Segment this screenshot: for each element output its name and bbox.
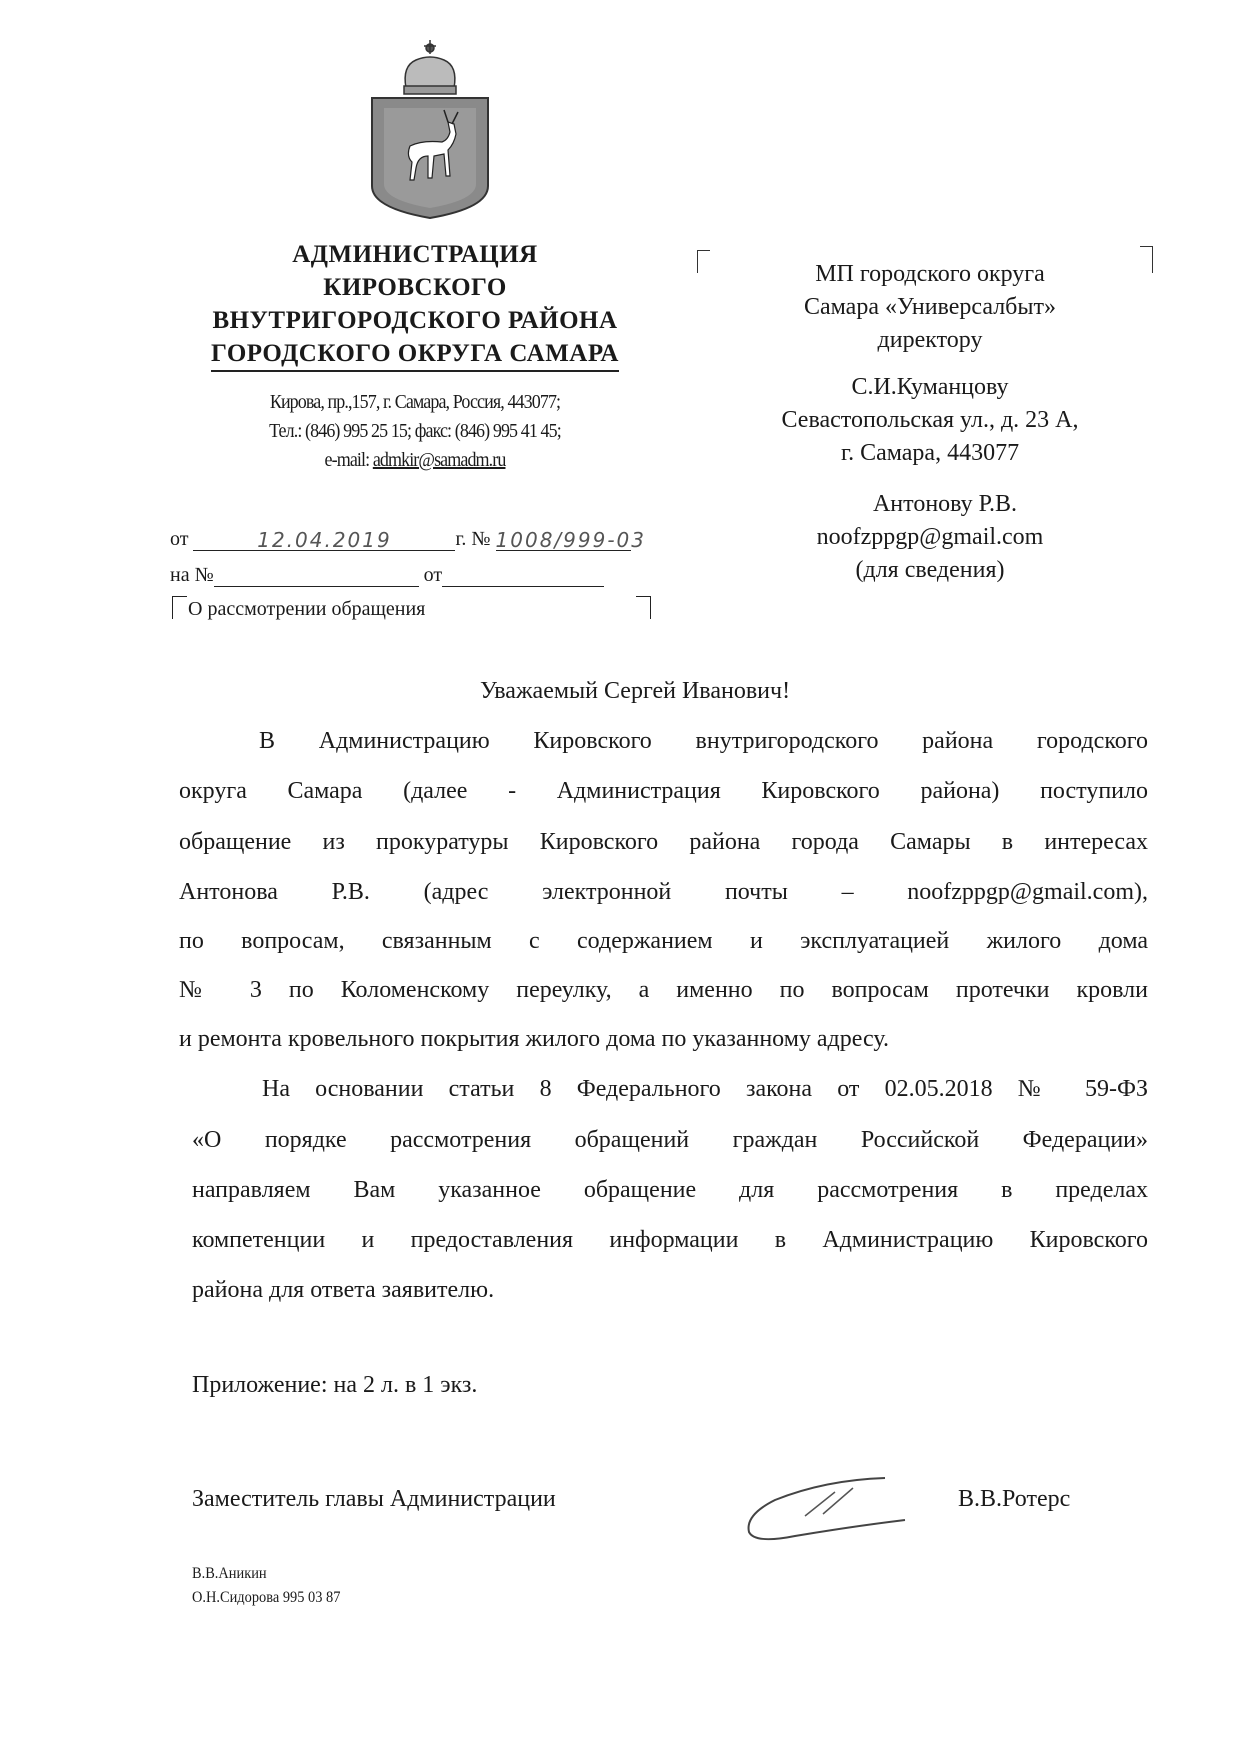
attachment-note: Приложение: на 2 л. в 1 экз.: [192, 1372, 478, 1398]
signatory-name: В.В.Ротерс: [958, 1486, 1071, 1512]
sender-address: Кирова, пр.,157, г. Самара, Россия, 443077;: [269, 391, 561, 413]
number-handwritten: 1008/999-03: [495, 528, 646, 552]
ref-from-label: от: [423, 564, 443, 586]
paragraph-line: № 3 по Коломенскому переулку, а именно по вопросам протечки кровли: [179, 977, 1148, 1003]
recipient-org-line: Самара «Универсалбыт»: [803, 294, 1056, 320]
cc-email: noofzppgp@gmail.com: [816, 524, 1044, 550]
executor-line: О.Н.Сидорова 995 03 87: [192, 1589, 341, 1606]
recipient-block: [720, 258, 1140, 587]
sender-title-line: КИРОВСКОГО: [323, 274, 507, 301]
paragraph-line: компетенции и предоставления информации в Администрацию Кировского: [192, 1227, 1148, 1253]
number-field: [495, 528, 646, 552]
from-label: от: [170, 528, 189, 550]
sender-title-line: ГОРОДСКОГО ОКРУГА САМАРА: [211, 337, 619, 372]
ref-number-label: на №: [170, 564, 214, 586]
date-field: [193, 528, 455, 551]
recipient-bracket-right: [1140, 246, 1153, 273]
paragraph-line: направляем Вам указанное обращение для рассмотрения в пределах: [192, 1177, 1148, 1203]
sender-contacts: [190, 388, 640, 475]
sender-title-line: ВНУТРИГОРОДСКОГО РАЙОНА: [212, 307, 618, 334]
cc-name: Антонову Р.В.: [872, 491, 1018, 517]
recipient-address-line: г. Самара, 443077: [840, 440, 1020, 466]
ref-date-field: [442, 564, 604, 587]
paragraph-line: Антонова Р.В. (адрес электронной почты – noofzppgp@gmail.com),: [179, 879, 1148, 905]
paragraph-line: округа Самара (далее - Администрация Кировского района) поступило: [179, 778, 1148, 804]
recipient-address-line: Севастопольская ул., д. 23 А,: [781, 407, 1079, 433]
date-handwritten: 12.04.2019: [257, 528, 392, 552]
subject-bracket-left: [172, 596, 187, 619]
cc-note: (для сведения): [855, 557, 1005, 583]
subject-bracket-right: [636, 596, 651, 619]
signatory-position: Заместитель главы Администрации: [192, 1486, 556, 1512]
recipient-name: С.И.Куманцову: [851, 374, 1009, 400]
sender-title-line: АДМИНИСТРАЦИЯ: [292, 241, 538, 268]
coat-of-arms-emblem: [362, 36, 498, 222]
paragraph-line: обращение из прокуратуры Кировского района города Самары в интересах: [179, 829, 1148, 855]
sender-title: [150, 238, 680, 372]
executor-line: В.В.Аникин: [192, 1565, 267, 1582]
registration-row: [170, 528, 646, 552]
handwritten-signature: [735, 1470, 935, 1550]
executors: [192, 1562, 340, 1610]
paragraph-line: района для ответа заявителю.: [192, 1277, 495, 1303]
sender-email-link[interactable]: admkir@samadm.ru: [372, 449, 506, 471]
paragraph-line: На основании статьи 8 Федерального закона от 02.05.2018 № 59-ФЗ: [262, 1076, 1148, 1102]
number-label: г. №: [455, 528, 491, 550]
salutation: Уважаемый Сергей Иванович!: [480, 678, 791, 704]
subject: О рассмотрении обращения: [188, 598, 426, 620]
paragraph-line: и ремонта кровельного покрытия жилого дома по указанному адресу.: [179, 1026, 889, 1052]
email-label: e-mail:: [324, 449, 373, 471]
sender-phones: Тел.: (846) 995 25 15; факс: (846) 995 41 45;: [269, 420, 561, 442]
recipient-position: директору: [877, 327, 983, 353]
paragraph-line: «О порядке рассмотрения обращений граждан Российской Федерации»: [192, 1127, 1148, 1153]
paragraph-line: В Администрацию Кировского внутригородского района городского: [259, 728, 1148, 754]
paragraph-line: по вопросам, связанным с содержанием и эксплуатацией жилого дома: [179, 928, 1148, 954]
ref-number-field: [214, 564, 419, 587]
reference-row: [170, 564, 604, 587]
recipient-bracket-left: [697, 250, 710, 273]
recipient-org-line: МП городского округа: [815, 261, 1045, 287]
